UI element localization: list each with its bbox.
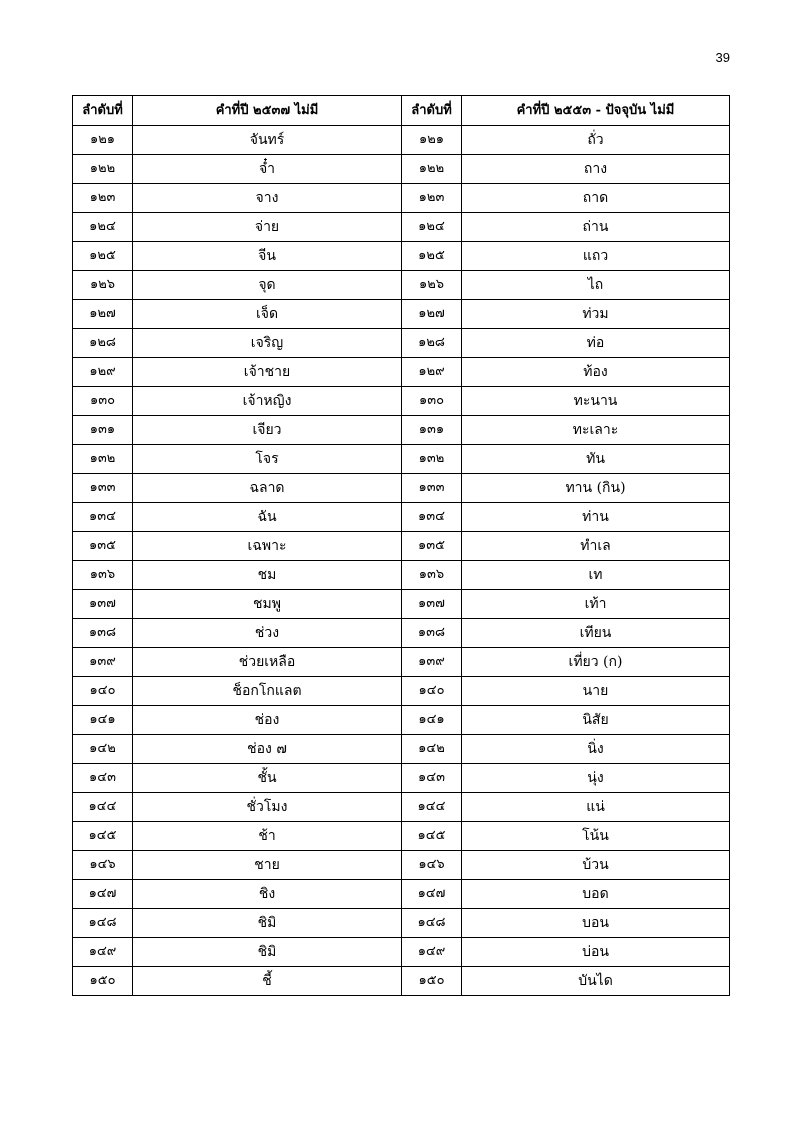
word-2553-cell: บอน xyxy=(462,909,730,938)
index-cell: ๑๔๓ xyxy=(73,764,133,793)
word-2537-cell: จ๋ำ xyxy=(133,155,402,184)
index-cell: ๑๔๕ xyxy=(402,822,462,851)
index-cell: ๑๓๖ xyxy=(402,561,462,590)
index-cell: ๑๓๑ xyxy=(73,416,133,445)
index-cell: ๑๓๗ xyxy=(73,590,133,619)
index-cell: ๑๔๒ xyxy=(402,735,462,764)
table-row xyxy=(73,474,730,503)
index-cell: ๑๔๙ xyxy=(73,938,133,967)
index-cell: ๑๓๗ xyxy=(402,590,462,619)
index-cell: ๑๕๐ xyxy=(73,967,133,996)
header-index-2: ลำดับที่ xyxy=(402,96,462,126)
index-cell: ๑๓๐ xyxy=(73,387,133,416)
table-row xyxy=(73,822,730,851)
index-cell: ๑๔๖ xyxy=(402,851,462,880)
word-2553-cell: ทัน xyxy=(462,445,730,474)
word-2537-cell: ชั้น xyxy=(133,764,402,793)
word-2553-cell: เท xyxy=(462,561,730,590)
index-cell: ๑๒๑ xyxy=(402,126,462,155)
word-2537-cell: จาง xyxy=(133,184,402,213)
table-row xyxy=(73,416,730,445)
table-row xyxy=(73,329,730,358)
index-cell: ๑๔๘ xyxy=(402,909,462,938)
word-2537-cell: ช้า xyxy=(133,822,402,851)
table-row xyxy=(73,126,730,155)
table-row xyxy=(73,300,730,329)
word-2537-cell: ฉลาด xyxy=(133,474,402,503)
index-cell: ๑๒๘ xyxy=(402,329,462,358)
word-2553-cell: ทาน (กิน) xyxy=(462,474,730,503)
index-cell: ๑๔๖ xyxy=(73,851,133,880)
word-2553-cell: นิ่ง xyxy=(462,735,730,764)
table-row xyxy=(73,242,730,271)
table-row xyxy=(73,561,730,590)
word-2553-cell: ทำเล xyxy=(462,532,730,561)
index-cell: ๑๓๒ xyxy=(402,445,462,474)
word-2553-cell: ถาง xyxy=(462,155,730,184)
table-row xyxy=(73,619,730,648)
word-2553-cell: บันได xyxy=(462,967,730,996)
index-cell: ๑๒๒ xyxy=(402,155,462,184)
index-cell: ๑๔๙ xyxy=(402,938,462,967)
word-2537-cell: ชี้ xyxy=(133,967,402,996)
index-cell: ๑๓๕ xyxy=(73,532,133,561)
table-row xyxy=(73,358,730,387)
word-2553-cell: เที่ยว (ก) xyxy=(462,648,730,677)
index-cell: ๑๔๒ xyxy=(73,735,133,764)
table-row xyxy=(73,445,730,474)
index-cell: ๑๓๙ xyxy=(73,648,133,677)
word-2537-cell: จีน xyxy=(133,242,402,271)
word-2537-cell: ชม xyxy=(133,561,402,590)
word-2537-cell: ช่วง xyxy=(133,619,402,648)
table-row xyxy=(73,155,730,184)
word-2553-cell: บ้วน xyxy=(462,851,730,880)
word-2553-cell: แถว xyxy=(462,242,730,271)
table-row xyxy=(73,184,730,213)
word-2537-cell: ชิมิ xyxy=(133,938,402,967)
index-cell: ๑๔๔ xyxy=(402,793,462,822)
word-2537-cell: เจริญ xyxy=(133,329,402,358)
table-row xyxy=(73,735,730,764)
header-words-2553: คำที่ปี ๒๕๕๓ - ปัจจุบัน ไม่มี xyxy=(462,96,730,126)
table-row xyxy=(73,271,730,300)
word-2537-cell: จ่าย xyxy=(133,213,402,242)
word-comparison-table xyxy=(72,95,730,996)
index-cell: ๑๔๓ xyxy=(402,764,462,793)
table-row xyxy=(73,851,730,880)
table-row xyxy=(73,938,730,967)
word-2553-cell: ทะนาน xyxy=(462,387,730,416)
word-2537-cell: ชาย xyxy=(133,851,402,880)
index-cell: ๑๔๘ xyxy=(73,909,133,938)
word-2537-cell: ชิง xyxy=(133,880,402,909)
index-cell: ๑๕๐ xyxy=(402,967,462,996)
word-2537-cell: ช่วยเหลือ xyxy=(133,648,402,677)
table-row xyxy=(73,213,730,242)
index-cell: ๑๔๕ xyxy=(73,822,133,851)
word-2553-cell: นิสัย xyxy=(462,706,730,735)
index-cell: ๑๒๔ xyxy=(402,213,462,242)
index-cell: ๑๓๔ xyxy=(402,503,462,532)
table-row xyxy=(73,909,730,938)
index-cell: ๑๒๙ xyxy=(73,358,133,387)
word-2553-cell: ทะเลาะ xyxy=(462,416,730,445)
word-2553-cell: ถาด xyxy=(462,184,730,213)
index-cell: ๑๒๖ xyxy=(402,271,462,300)
word-2553-cell: นุ่ง xyxy=(462,764,730,793)
word-2553-cell: บ่อน xyxy=(462,938,730,967)
index-cell: ๑๔๐ xyxy=(73,677,133,706)
word-2553-cell: เทียน xyxy=(462,619,730,648)
index-cell: ๑๔๑ xyxy=(73,706,133,735)
word-2537-cell: เจียว xyxy=(133,416,402,445)
word-2537-cell: ชมพู xyxy=(133,590,402,619)
word-2537-cell: ช็อกโกแลต xyxy=(133,677,402,706)
table-row xyxy=(73,532,730,561)
word-2553-cell: ถั่ว xyxy=(462,126,730,155)
index-cell: ๑๓๒ xyxy=(73,445,133,474)
index-cell: ๑๓๓ xyxy=(73,474,133,503)
word-2553-cell: นาย xyxy=(462,677,730,706)
word-2537-cell: ฉัน xyxy=(133,503,402,532)
word-2553-cell: แน่ xyxy=(462,793,730,822)
table-row xyxy=(73,706,730,735)
index-cell: ๑๓๘ xyxy=(73,619,133,648)
word-2537-cell: เฉพาะ xyxy=(133,532,402,561)
table-row xyxy=(73,503,730,532)
word-2537-cell: ช่อง xyxy=(133,706,402,735)
word-2537-cell: ชั่วโมง xyxy=(133,793,402,822)
table-row xyxy=(73,880,730,909)
index-cell: ๑๒๓ xyxy=(402,184,462,213)
word-2553-cell: ไถ xyxy=(462,271,730,300)
table-row xyxy=(73,793,730,822)
word-2553-cell: บอด xyxy=(462,880,730,909)
index-cell: ๑๒๘ xyxy=(73,329,133,358)
word-2537-cell: เจ้าหญิง xyxy=(133,387,402,416)
index-cell: ๑๔๔ xyxy=(73,793,133,822)
word-2537-cell: จุด xyxy=(133,271,402,300)
page-number: 39 xyxy=(715,50,730,65)
word-2537-cell: จันทร์ xyxy=(133,126,402,155)
index-cell: ๑๒๖ xyxy=(73,271,133,300)
index-cell: ๑๓๖ xyxy=(73,561,133,590)
word-2553-cell: ท่อ xyxy=(462,329,730,358)
index-cell: ๑๓๔ xyxy=(73,503,133,532)
header-index-1: ลำดับที่ xyxy=(73,96,133,126)
index-cell: ๑๒๗ xyxy=(402,300,462,329)
index-cell: ๑๒๓ xyxy=(73,184,133,213)
index-cell: ๑๓๐ xyxy=(402,387,462,416)
index-cell: ๑๒๔ xyxy=(73,213,133,242)
table-row xyxy=(73,387,730,416)
word-2553-cell: ท่าน xyxy=(462,503,730,532)
index-cell: ๑๒๙ xyxy=(402,358,462,387)
word-2537-cell: โจร xyxy=(133,445,402,474)
index-cell: ๑๓๓ xyxy=(402,474,462,503)
index-cell: ๑๓๘ xyxy=(402,619,462,648)
table-row xyxy=(73,590,730,619)
table-body xyxy=(73,126,730,996)
table-header-row xyxy=(73,96,730,126)
index-cell: ๑๒๒ xyxy=(73,155,133,184)
index-cell: ๑๓๑ xyxy=(402,416,462,445)
index-cell: ๑๒๑ xyxy=(73,126,133,155)
index-cell: ๑๓๕ xyxy=(402,532,462,561)
word-2553-cell: ท้อง xyxy=(462,358,730,387)
word-2537-cell: ช่อง ๗ xyxy=(133,735,402,764)
table-row xyxy=(73,677,730,706)
index-cell: ๑๔๐ xyxy=(402,677,462,706)
word-2553-cell: โน้น xyxy=(462,822,730,851)
word-2537-cell: เจ้าชาย xyxy=(133,358,402,387)
header-words-2537: คำที่ปี ๒๕๓๗ ไม่มี xyxy=(133,96,402,126)
index-cell: ๑๒๗ xyxy=(73,300,133,329)
word-2553-cell: ถ่าน xyxy=(462,213,730,242)
table-row xyxy=(73,764,730,793)
word-2537-cell: ชิมิ xyxy=(133,909,402,938)
table-row xyxy=(73,648,730,677)
word-2553-cell: ท่วม xyxy=(462,300,730,329)
index-cell: ๑๔๗ xyxy=(73,880,133,909)
index-cell: ๑๔๗ xyxy=(402,880,462,909)
index-cell: ๑๒๕ xyxy=(73,242,133,271)
index-cell: ๑๔๑ xyxy=(402,706,462,735)
index-cell: ๑๒๕ xyxy=(402,242,462,271)
word-2553-cell: เท้า xyxy=(462,590,730,619)
table-row xyxy=(73,967,730,996)
word-2537-cell: เจ็ด xyxy=(133,300,402,329)
index-cell: ๑๓๙ xyxy=(402,648,462,677)
